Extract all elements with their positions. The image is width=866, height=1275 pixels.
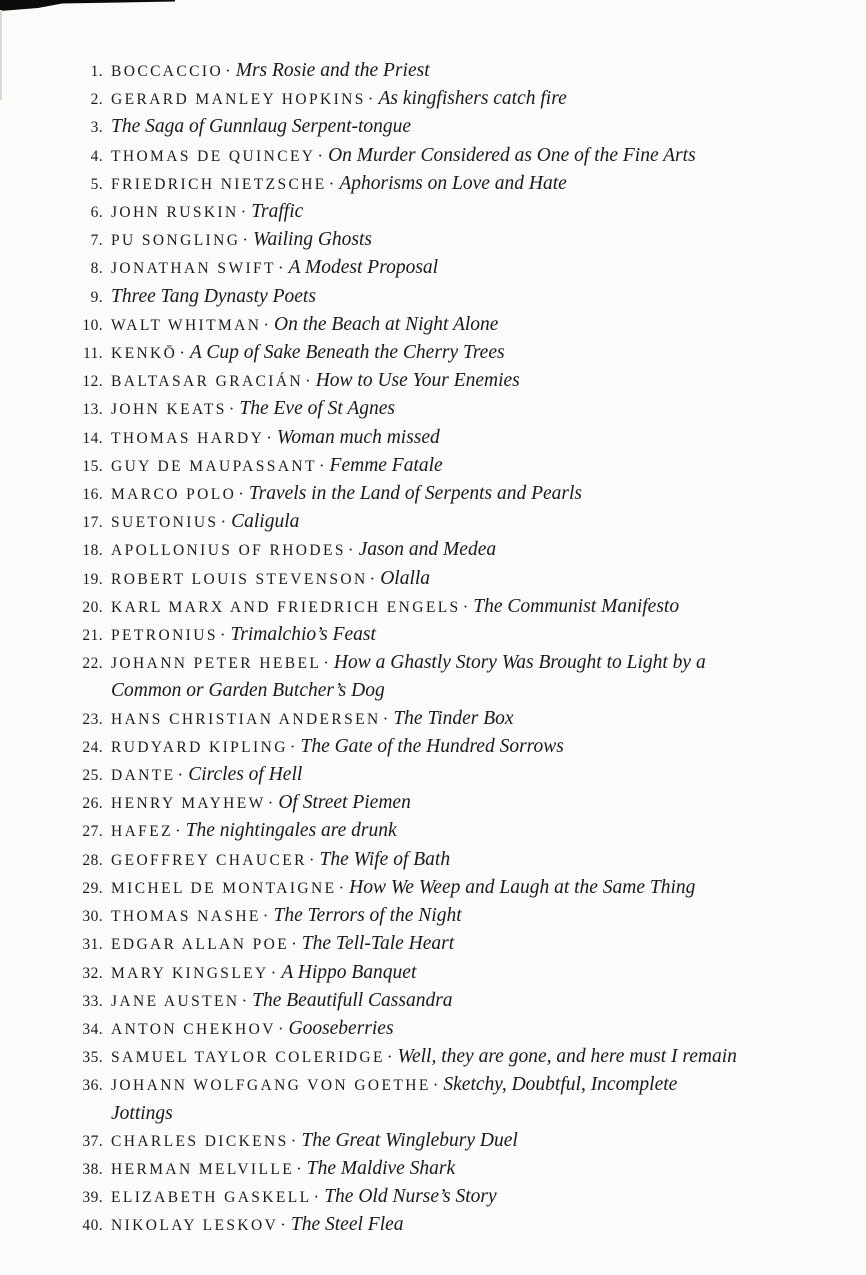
item-title: Femme Fatale	[329, 454, 443, 476]
item-author: EDGAR ALLAN POE	[111, 936, 290, 954]
list-item	[57, 874, 854, 902]
separator-dot: ·	[367, 89, 374, 109]
list-item	[57, 254, 854, 282]
separator-dot: ·	[323, 653, 329, 673]
item-title: How to Use Your Enemies	[315, 370, 520, 392]
item-number: 32.	[82, 964, 103, 982]
item-title: The Communist Manifesto	[473, 595, 680, 617]
item-number: 24.	[82, 738, 103, 756]
item-number: 4.	[90, 147, 103, 165]
item-author: DANTE	[111, 767, 176, 785]
item-number: 36.	[82, 1077, 103, 1095]
item-author: SUETONIUS	[111, 514, 219, 532]
item-entry	[111, 817, 854, 845]
separator-dot: ·	[308, 849, 315, 869]
item-title: Gooseberries	[288, 1017, 394, 1039]
separator-dot: ·	[267, 793, 274, 813]
item-title: The Tinder Box	[393, 707, 514, 729]
list-item	[57, 649, 854, 704]
item-number: 37.	[82, 1132, 103, 1150]
item-title: Sketchy, Doubtful, Incomplete	[443, 1074, 678, 1096]
item-entry	[111, 283, 854, 311]
list-item	[57, 593, 854, 621]
item-number: 8.	[90, 260, 103, 278]
item-number: 13.	[82, 401, 103, 419]
list-item	[57, 85, 854, 113]
list-item	[57, 367, 854, 395]
separator-dot: ·	[241, 990, 248, 1010]
item-number: 34.	[82, 1020, 103, 1038]
item-title: The Old Nurse’s Story	[324, 1186, 497, 1208]
item-entry	[111, 85, 854, 113]
item-title: Three Tang Dynasty Poets	[111, 285, 316, 307]
separator-dot: ·	[277, 1018, 284, 1038]
item-author: JANE AUSTEN	[111, 992, 240, 1010]
item-author: WALT WHITMAN	[111, 316, 262, 334]
item-entry	[111, 789, 854, 817]
item-title: Jason and Medea	[358, 539, 497, 561]
separator-dot: ·	[174, 821, 181, 841]
separator-dot: ·	[228, 399, 235, 419]
item-number: 11.	[83, 345, 103, 363]
item-entry	[111, 57, 854, 85]
item-title: The Wife of Bath	[319, 848, 451, 870]
item-number: 3.	[90, 119, 103, 137]
item-title: Traffic	[251, 201, 304, 223]
item-entry	[111, 1015, 854, 1043]
list-item	[57, 283, 854, 311]
item-number: 10.	[82, 316, 103, 334]
separator-dot: ·	[220, 512, 227, 532]
list-item	[57, 226, 854, 254]
item-author: HAFEZ	[111, 823, 173, 841]
item-title: On Murder Considered as One of the Fine Arts	[328, 144, 696, 166]
item-author: NIKOLAY LESKOV	[111, 1217, 279, 1235]
item-title: Mrs Rosie and the Priest	[235, 60, 430, 81]
item-number: 38.	[82, 1160, 103, 1178]
separator-dot: ·	[262, 906, 269, 926]
item-entry	[111, 733, 854, 761]
list-item	[57, 902, 854, 930]
separator-dot: ·	[270, 962, 277, 982]
item-title: Aphorisms on Love and Hate	[339, 172, 567, 194]
item-entry	[111, 565, 854, 593]
item-title: A Modest Proposal	[288, 257, 439, 279]
list-item	[57, 142, 854, 170]
separator-dot: ·	[328, 173, 335, 193]
separator-dot: ·	[382, 708, 389, 728]
item-title: Trimalchio’s Feast	[230, 624, 376, 646]
item-entry	[111, 930, 854, 958]
item-title-line2: Jottings	[111, 1102, 173, 1124]
item-entry	[111, 198, 854, 226]
item-author: THOMAS NASHE	[111, 908, 261, 926]
list-item	[57, 395, 854, 423]
list-item	[57, 1127, 854, 1155]
item-number: 7.	[90, 232, 103, 250]
list-item	[57, 1015, 854, 1043]
item-title: The Maldive Shark	[306, 1157, 456, 1179]
item-title: The Steel Flea	[290, 1214, 404, 1236]
item-author: HENRY MAYHEW	[111, 795, 266, 813]
item-entry	[111, 761, 854, 789]
item-author: JOHANN PETER HEBEL	[111, 655, 322, 673]
item-entry	[111, 536, 854, 564]
item-entry	[111, 987, 854, 1015]
item-number: 15.	[82, 457, 103, 475]
item-entry	[111, 367, 854, 395]
separator-dot: ·	[219, 625, 226, 645]
item-title: As kingfishers catch fire	[378, 88, 567, 110]
item-number: 5.	[90, 175, 103, 193]
item-number: 17.	[82, 514, 103, 532]
item-entry	[111, 1043, 854, 1071]
item-entry	[111, 1211, 854, 1239]
separator-dot: ·	[338, 877, 345, 897]
item-author: MICHEL DE MONTAIGNE	[111, 879, 337, 897]
list-item	[57, 733, 854, 761]
item-title: A Cup of Sake Beneath the Cherry Trees	[189, 342, 505, 364]
list-item	[57, 113, 854, 141]
list-item	[57, 930, 854, 958]
item-title: The nightingales are drunk	[185, 820, 397, 842]
item-author: ROBERT LOUIS STEVENSON	[111, 570, 368, 588]
list-item	[57, 705, 854, 733]
item-title: The Gate of the Hundred Sorrows	[300, 735, 564, 757]
item-number: 19.	[82, 570, 103, 588]
separator-dot: ·	[462, 596, 469, 616]
item-author: MARY KINGSLEY	[111, 964, 269, 982]
list-item	[57, 846, 854, 874]
item-entry	[111, 339, 854, 367]
item-entry	[111, 395, 854, 423]
list-item	[57, 959, 854, 987]
item-title-line2: Common or Garden Butcher’s Dog	[111, 680, 385, 702]
list-item	[57, 987, 854, 1015]
list-item	[57, 621, 854, 649]
item-number: 21.	[82, 627, 103, 645]
item-author: ANTON CHEKHOV	[111, 1020, 276, 1038]
item-author: FRIEDRICH NIETZSCHE	[111, 175, 327, 193]
item-entry	[111, 452, 854, 480]
item-author: BOCCACCIO	[111, 63, 224, 80]
item-number: 16.	[82, 486, 103, 504]
item-entry	[111, 508, 854, 536]
item-title: The Terrors of the Night	[273, 905, 462, 927]
item-entry	[111, 254, 854, 282]
item-author: JOHANN WOLFGANG VON GOETHE	[111, 1077, 431, 1095]
separator-dot: ·	[317, 145, 324, 165]
separator-dot: ·	[280, 1215, 286, 1235]
item-entry	[111, 1183, 854, 1211]
separator-dot: ·	[291, 934, 297, 954]
list-item	[57, 761, 854, 789]
item-number: 29.	[82, 879, 103, 897]
item-entry	[111, 593, 854, 621]
list-item	[57, 57, 854, 85]
item-title: Travels in the Land of Serpents and Pearls	[248, 483, 582, 505]
item-entry	[111, 846, 854, 874]
item-title: The Beautifull Cassandra	[252, 989, 453, 1011]
separator-dot: ·	[313, 1187, 320, 1207]
item-author: GERARD MANLEY HOPKINS	[111, 91, 366, 109]
item-number: 20.	[82, 598, 103, 616]
item-entry	[111, 902, 854, 930]
item-title: A Hippo Banquet	[281, 961, 417, 983]
item-number: 33.	[82, 992, 103, 1010]
item-author: RUDYARD KIPLING	[111, 738, 288, 756]
item-number: 27.	[82, 823, 103, 841]
item-author: KENKŌ	[111, 345, 178, 363]
item-author: BALTASAR GRACIÁN	[111, 373, 304, 391]
item-title: Of Street Piemen	[278, 792, 411, 814]
list-item	[57, 311, 854, 339]
item-title: Olalla	[380, 567, 431, 589]
separator-dot: ·	[305, 371, 311, 391]
item-author: PU SONGLING	[111, 232, 241, 250]
list-item	[57, 452, 854, 480]
item-title: The Eve of St Agnes	[239, 398, 396, 420]
item-number: 9.	[90, 288, 103, 306]
item-author: SAMUEL TAYLOR COLERIDGE	[111, 1049, 385, 1067]
item-number: 1.	[90, 63, 103, 80]
item-title: Woman much missed	[276, 426, 440, 448]
item-author: HANS CHRISTIAN ANDERSEN	[111, 710, 381, 728]
list-item	[57, 1071, 854, 1126]
item-number: 2.	[90, 91, 103, 109]
separator-dot: ·	[266, 427, 272, 447]
item-number: 14.	[82, 429, 103, 447]
item-entry	[111, 649, 854, 704]
item-title: Circles of Hell	[188, 764, 303, 786]
list-item	[57, 1183, 854, 1211]
item-entry	[111, 226, 854, 254]
item-title: On the Beach at Night Alone	[274, 313, 499, 335]
item-author: KARL MARX AND FRIEDRICH ENGELS	[111, 598, 461, 616]
scan-edge-line	[0, 10, 2, 100]
item-entry	[111, 170, 854, 198]
list-item	[57, 789, 854, 817]
item-entry	[111, 621, 854, 649]
item-author: GUY DE MAUPASSANT	[111, 457, 317, 475]
item-entry	[111, 959, 854, 987]
separator-dot: ·	[277, 258, 284, 278]
item-number: 26.	[82, 795, 103, 813]
item-author: THOMAS HARDY	[111, 429, 265, 447]
item-title: The Saga of Gunnlaug Serpent-tongue	[111, 116, 412, 138]
list-item	[57, 198, 854, 226]
separator-dot: ·	[179, 343, 185, 363]
item-entry	[111, 874, 854, 902]
item-author: JONATHAN SWIFT	[111, 260, 276, 278]
item-title: Wailing Ghosts	[252, 229, 372, 251]
item-number: 39.	[82, 1189, 103, 1207]
item-entry	[111, 1071, 854, 1126]
list-item	[57, 1211, 854, 1239]
item-entry	[111, 142, 854, 170]
list-item	[57, 536, 854, 564]
separator-dot: ·	[263, 314, 270, 334]
item-author: CHARLES DICKENS	[111, 1132, 289, 1150]
item-number: 6.	[90, 204, 103, 222]
item-title: How a Ghastly Story Was Brought to Light by a	[333, 652, 706, 674]
item-number: 28.	[82, 851, 103, 869]
item-title: Well, they are gone, and here must I remain	[397, 1046, 737, 1068]
list-item	[57, 817, 854, 845]
separator-dot: ·	[289, 736, 296, 756]
item-number: 31.	[82, 936, 103, 954]
separator-dot: ·	[240, 202, 247, 222]
item-entry	[111, 1155, 854, 1183]
separator-dot: ·	[347, 540, 354, 560]
separator-dot: ·	[177, 765, 184, 785]
separator-dot: ·	[238, 484, 244, 504]
item-author: MARCO POLO	[111, 486, 237, 504]
item-number: 40.	[82, 1217, 103, 1235]
item-entry	[111, 480, 854, 508]
list-item	[57, 1043, 854, 1071]
item-author: JOHN RUSKIN	[111, 204, 239, 222]
separator-dot: ·	[318, 455, 325, 475]
item-number: 25.	[82, 767, 103, 785]
item-number: 23.	[82, 710, 103, 728]
list-item	[57, 170, 854, 198]
item-title: How We Weep and Laugh at the Same Thing	[349, 876, 696, 898]
item-author: JOHN KEATS	[111, 401, 227, 419]
item-number: 30.	[82, 908, 103, 926]
item-author: PETRONIUS	[111, 627, 218, 645]
item-title: The Tell-Tale Heart	[301, 933, 455, 955]
separator-dot: ·	[432, 1075, 439, 1095]
list-item	[57, 424, 854, 452]
list-item	[57, 508, 854, 536]
item-entry	[111, 1127, 854, 1155]
item-title: Caligula	[231, 511, 300, 533]
item-author: GEOFFREY CHAUCER	[111, 851, 307, 869]
separator-dot: ·	[386, 1047, 393, 1067]
separator-dot: ·	[369, 568, 376, 588]
item-entry	[111, 705, 854, 733]
item-entry	[111, 311, 854, 339]
list-item	[57, 1155, 854, 1183]
list-item	[57, 480, 854, 508]
list-item	[57, 565, 854, 593]
separator-dot: ·	[296, 1158, 302, 1178]
item-entry	[111, 113, 854, 141]
item-number: 12.	[82, 373, 103, 391]
list-item	[57, 339, 854, 367]
item-author: ELIZABETH GASKELL	[111, 1189, 312, 1207]
item-entry	[111, 424, 854, 452]
separator-dot: ·	[290, 1130, 297, 1150]
separator-dot: ·	[242, 230, 248, 250]
item-author: HERMAN MELVILLE	[111, 1160, 295, 1178]
separator-dot: ·	[225, 61, 231, 80]
item-author: APOLLONIUS OF RHODES	[111, 542, 346, 560]
item-number: 18.	[82, 542, 103, 560]
item-title: The Great Winglebury Duel	[301, 1129, 518, 1151]
item-number: 35.	[82, 1049, 103, 1067]
item-number: 22.	[82, 655, 103, 673]
item-author: THOMAS DE QUINCEY	[111, 147, 316, 165]
